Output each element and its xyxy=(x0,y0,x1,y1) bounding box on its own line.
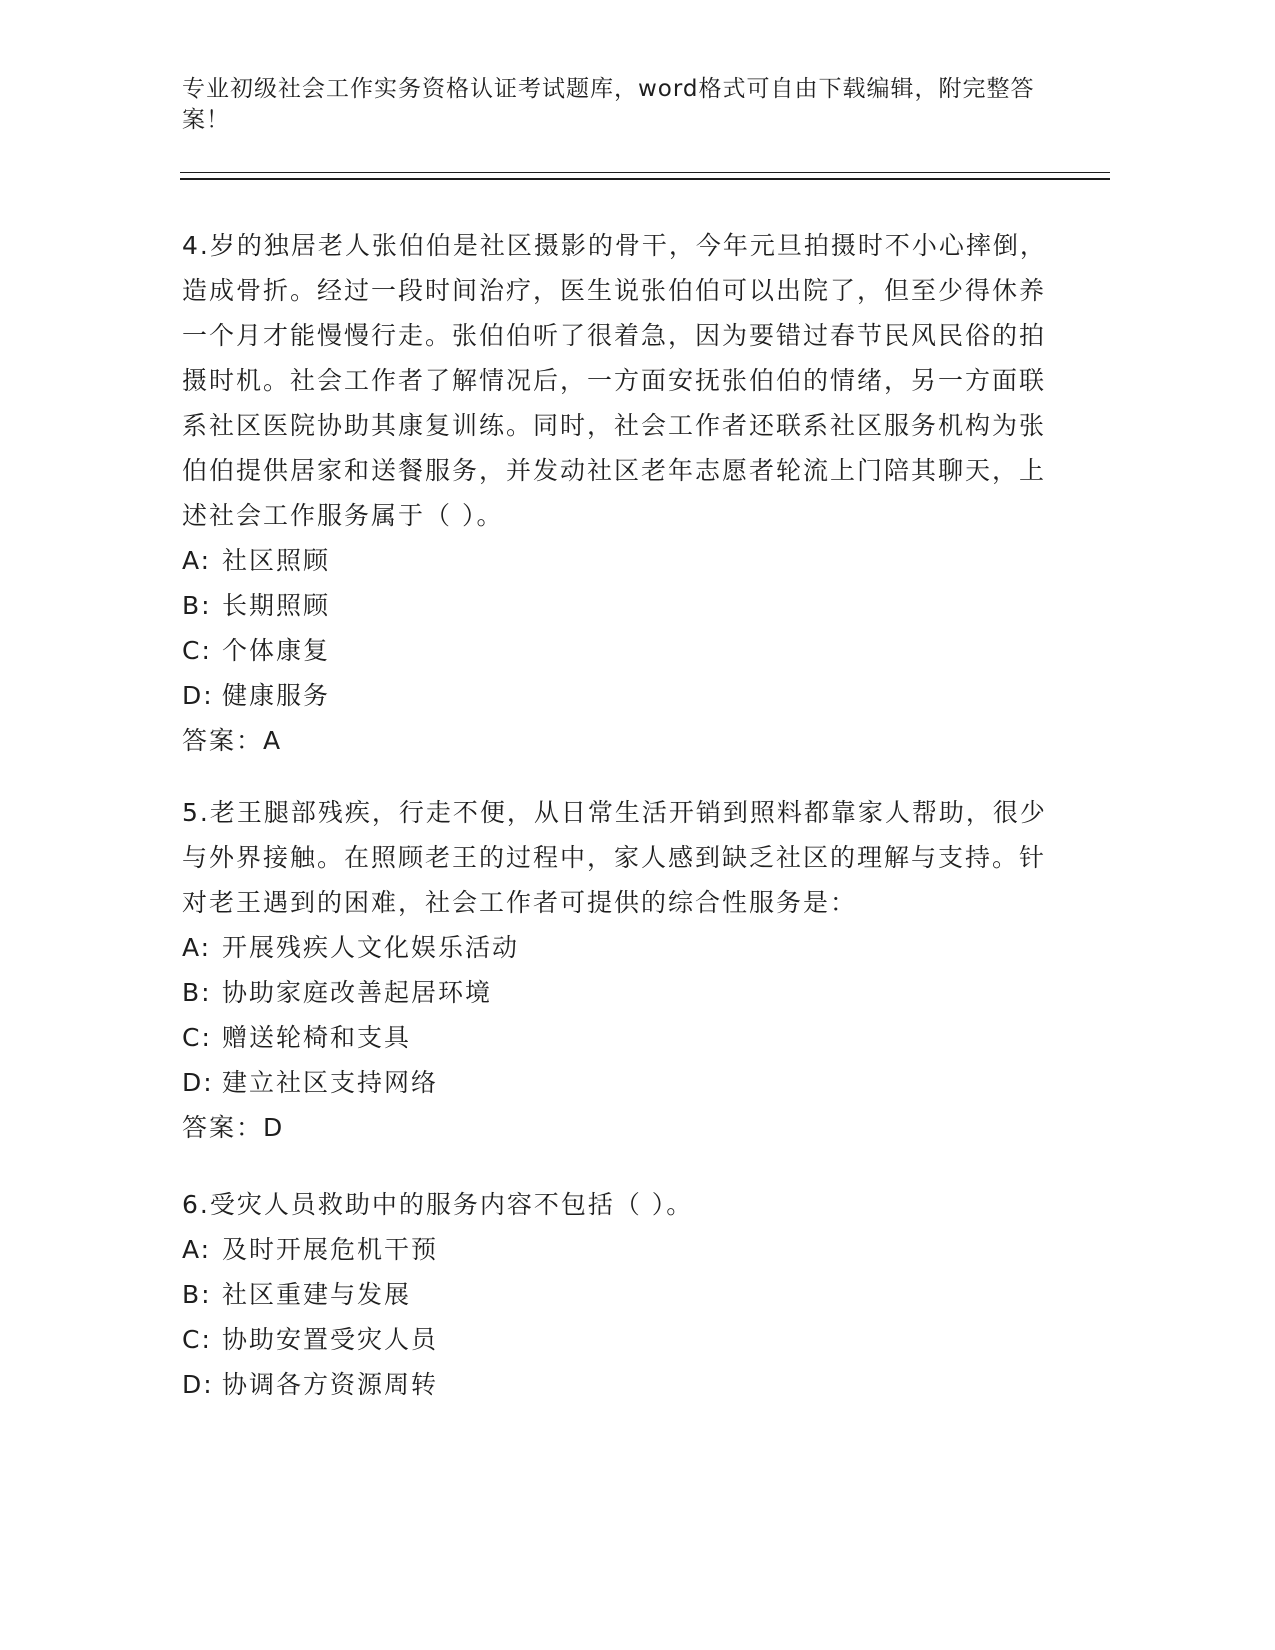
option-list xyxy=(182,1227,1062,1407)
option-text: 赠送轮椅和支具 xyxy=(222,1023,412,1052)
option-letter: A: xyxy=(182,933,212,962)
option-text: 社区照顾 xyxy=(222,546,331,575)
question-5 xyxy=(182,790,1062,1150)
option-letter: C: xyxy=(182,1325,212,1354)
option-letter: D: xyxy=(182,1370,214,1399)
question-4 xyxy=(182,223,1062,763)
option-a xyxy=(182,538,1062,583)
document-header: 专业初级社会工作实务资格认证考试题库，word格式可自由下载编辑，附完整答案！ xyxy=(182,76,1035,133)
option-list xyxy=(182,925,1062,1105)
question-stem: 5.老王腿部残疾，行走不便，从日常生活开销到照料都靠家人帮助，很少与外界接触。在照顾老王的过程中，家人感到缺乏社区的理解与支持。针对老王遇到的困难，社会工作者可提供的综合性服务是： xyxy=(182,798,1047,917)
option-letter: B: xyxy=(182,1280,212,1309)
option-letter: C: xyxy=(182,636,212,665)
option-a xyxy=(182,925,1062,970)
option-text: 及时开展危机干预 xyxy=(222,1235,439,1264)
option-d xyxy=(182,1362,1062,1407)
option-letter: D: xyxy=(182,681,214,710)
header-divider-thin xyxy=(180,172,1110,173)
option-text: 协调各方资源周转 xyxy=(222,1370,439,1399)
option-b xyxy=(182,1272,1062,1317)
option-c xyxy=(182,1317,1062,1362)
option-b xyxy=(182,583,1062,628)
option-c xyxy=(182,628,1062,673)
option-text: 开展残疾人文化娱乐活动 xyxy=(222,933,520,962)
option-b xyxy=(182,970,1062,1015)
question-stem: 4.岁的独居老人张伯伯是社区摄影的骨干，今年元旦拍摄时不小心摔倒，造成骨折。经过一段时间治疗，医生说张伯伯可以出院了，但至少得休养一个月才能慢慢行走。张伯伯听了很着急，因为要错过春节民风民俗的拍摄时机。社会工作者了解情况后，一方面安抚张伯伯的情绪，另一方面联系社区医院协助其康复训练。同时，社会工作者还联系社区服务机构为张伯伯提供居家和送餐服务，并发动社区老年志愿者轮流上门陪其聊天，上述社会工作服务属于（ ）。 xyxy=(182,231,1047,530)
header-divider-thick xyxy=(180,178,1110,180)
option-letter: B: xyxy=(182,978,212,1007)
option-letter: D: xyxy=(182,1068,214,1097)
option-a xyxy=(182,1227,1062,1272)
option-letter: A: xyxy=(182,546,212,575)
option-text: 社区重建与发展 xyxy=(222,1280,412,1309)
answer-line: 答案：D xyxy=(182,1113,285,1142)
option-c xyxy=(182,1015,1062,1060)
option-text: 协助家庭改善起居环境 xyxy=(222,978,493,1007)
option-text: 健康服务 xyxy=(222,681,331,710)
option-d xyxy=(182,1060,1062,1105)
option-d xyxy=(182,673,1062,718)
question-6 xyxy=(182,1182,1062,1407)
option-list xyxy=(182,538,1062,718)
option-letter: B: xyxy=(182,591,212,620)
option-text: 建立社区支持网络 xyxy=(222,1068,439,1097)
option-text: 长期照顾 xyxy=(222,591,331,620)
option-letter: A: xyxy=(182,1235,212,1264)
option-letter: C: xyxy=(182,1023,212,1052)
answer-line: 答案：A xyxy=(182,726,283,755)
question-stem: 6.受灾人员救助中的服务内容不包括（ ）。 xyxy=(182,1190,694,1219)
option-text: 协助安置受灾人员 xyxy=(222,1325,439,1354)
option-text: 个体康复 xyxy=(222,636,331,665)
